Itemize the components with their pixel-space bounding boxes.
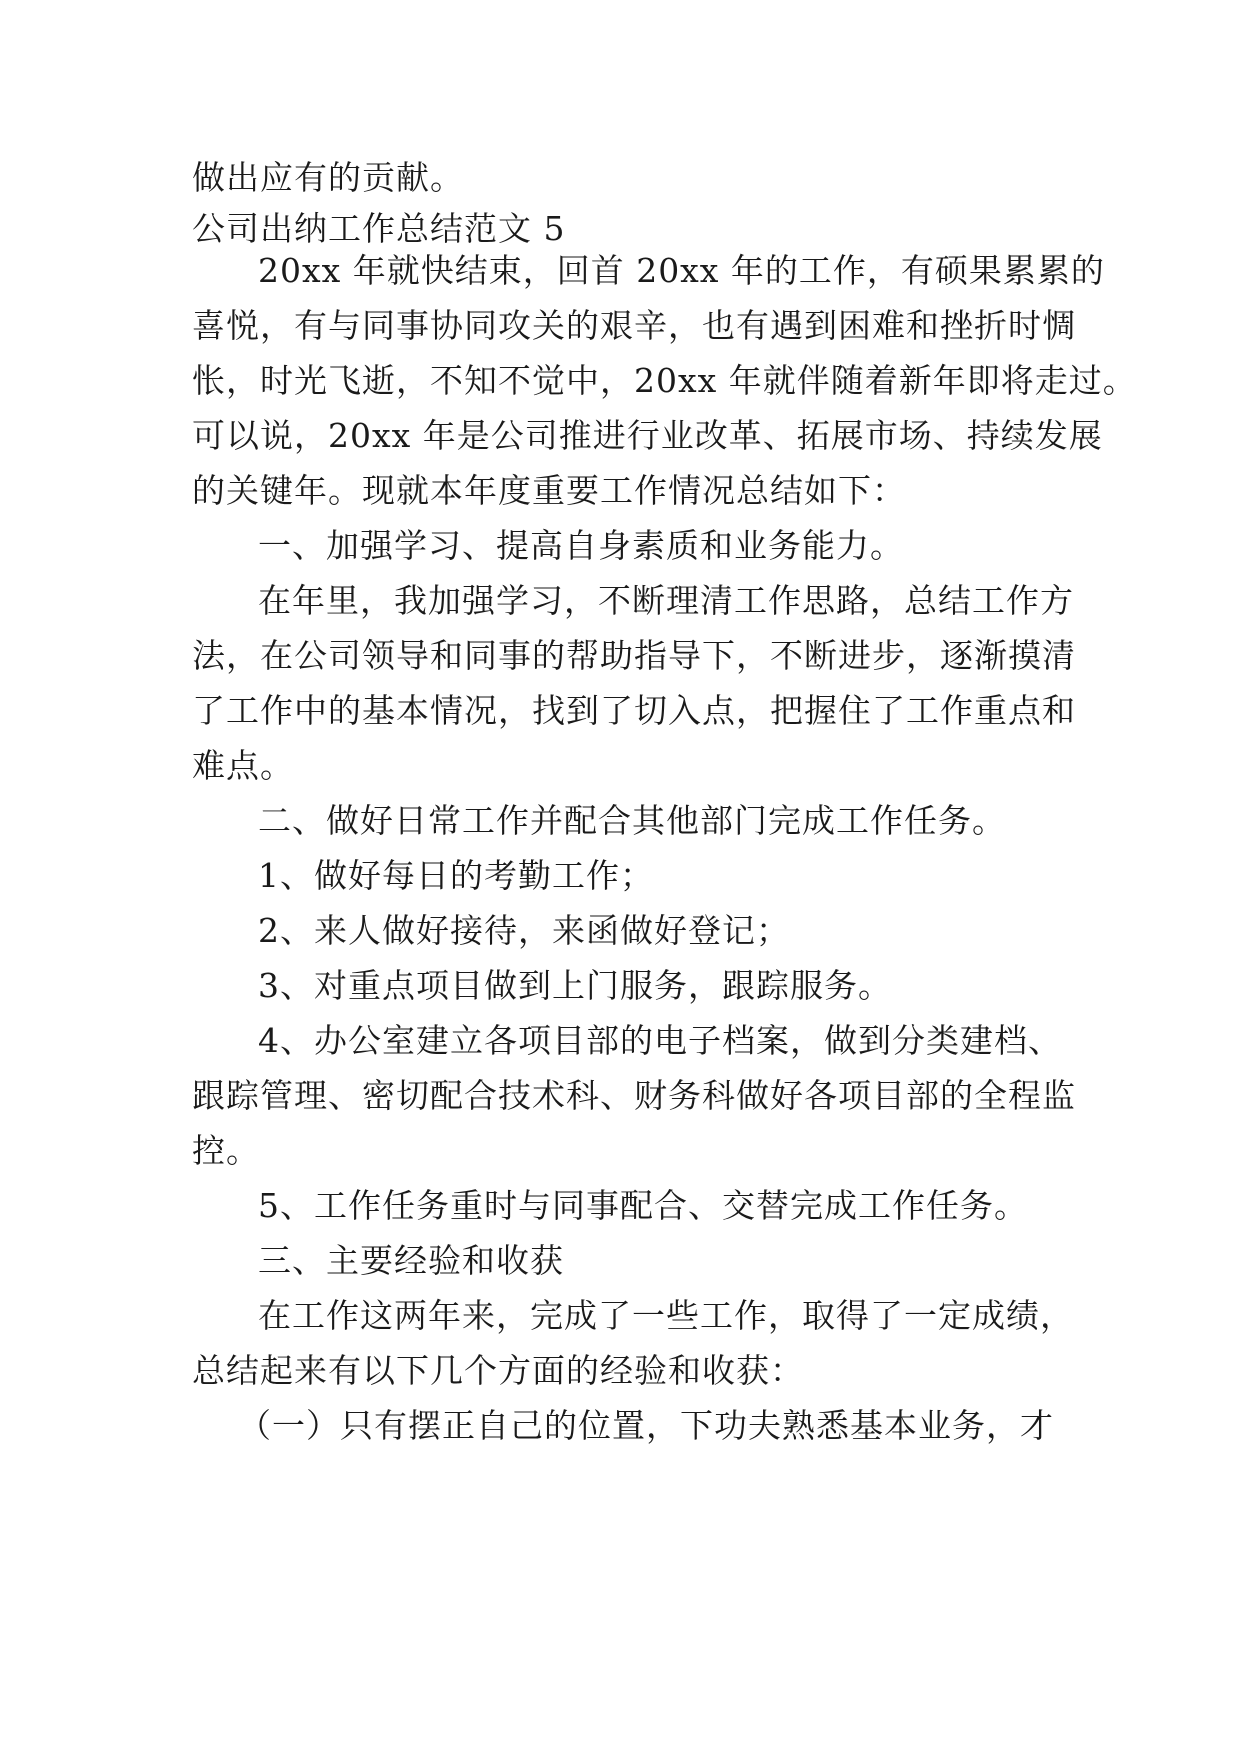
list-item: 5、工作任务重时与同事配合、交替完成工作任务。 <box>258 1186 1028 1225</box>
list-item: 1、做好每日的考勤工作； <box>258 856 654 895</box>
text-line: 喜悦，有与同事协同攻关的艰辛，也有遇到困难和挫折时惆 <box>192 306 1076 345</box>
list-item: 4、办公室建立各项目部的电子档案，做到分类建档、 <box>258 1021 1062 1060</box>
text-line: 了工作中的基本情况，找到了切入点，把握住了工作重点和 <box>192 691 1076 730</box>
text-line: 在年里，我加强学习，不断理清工作思路，总结工作方 <box>258 581 1074 620</box>
section-title: 公司出纳工作总结范文 5 <box>192 209 566 248</box>
text-line: 可以说，20xx 年是公司推进行业改革、拓展市场、持续发展 <box>192 416 1103 455</box>
text-line: 20xx 年就快结束，回首 20xx 年的工作，有硕果累累的 <box>258 251 1105 290</box>
text-line: 总结起来有以下几个方面的经验和收获： <box>192 1351 804 1390</box>
list-item: 2、来人做好接待，来函做好登记； <box>258 911 790 950</box>
text-line: 的关键年。现就本年度重要工作情况总结如下： <box>192 471 906 510</box>
text-line: 跟踪管理、密切配合技术科、财务科做好各项目部的全程监 <box>192 1076 1076 1115</box>
list-item: 3、对重点项目做到上门服务，跟踪服务。 <box>258 966 892 1005</box>
text-line: （一）只有摆正自己的位置，下功夫熟悉基本业务，才 <box>238 1406 1054 1445</box>
heading-line: 三、主要经验和收获 <box>258 1241 564 1280</box>
text-line: 难点。 <box>192 746 294 785</box>
heading-line: 一、加强学习、提高自身素质和业务能力。 <box>258 526 904 565</box>
text-line: 控。 <box>192 1131 260 1170</box>
text-line: 在工作这两年来，完成了一些工作，取得了一定成绩， <box>258 1296 1074 1335</box>
text-line: 做出应有的贡献。 <box>192 158 464 197</box>
text-line: 怅，时光飞逝，不知不觉中，20xx 年就伴随着新年即将走过。 <box>192 361 1137 400</box>
heading-line: 二、做好日常工作并配合其他部门完成工作任务。 <box>258 801 1006 840</box>
text-line: 法，在公司领导和同事的帮助指导下，不断进步，逐渐摸清 <box>192 636 1076 675</box>
